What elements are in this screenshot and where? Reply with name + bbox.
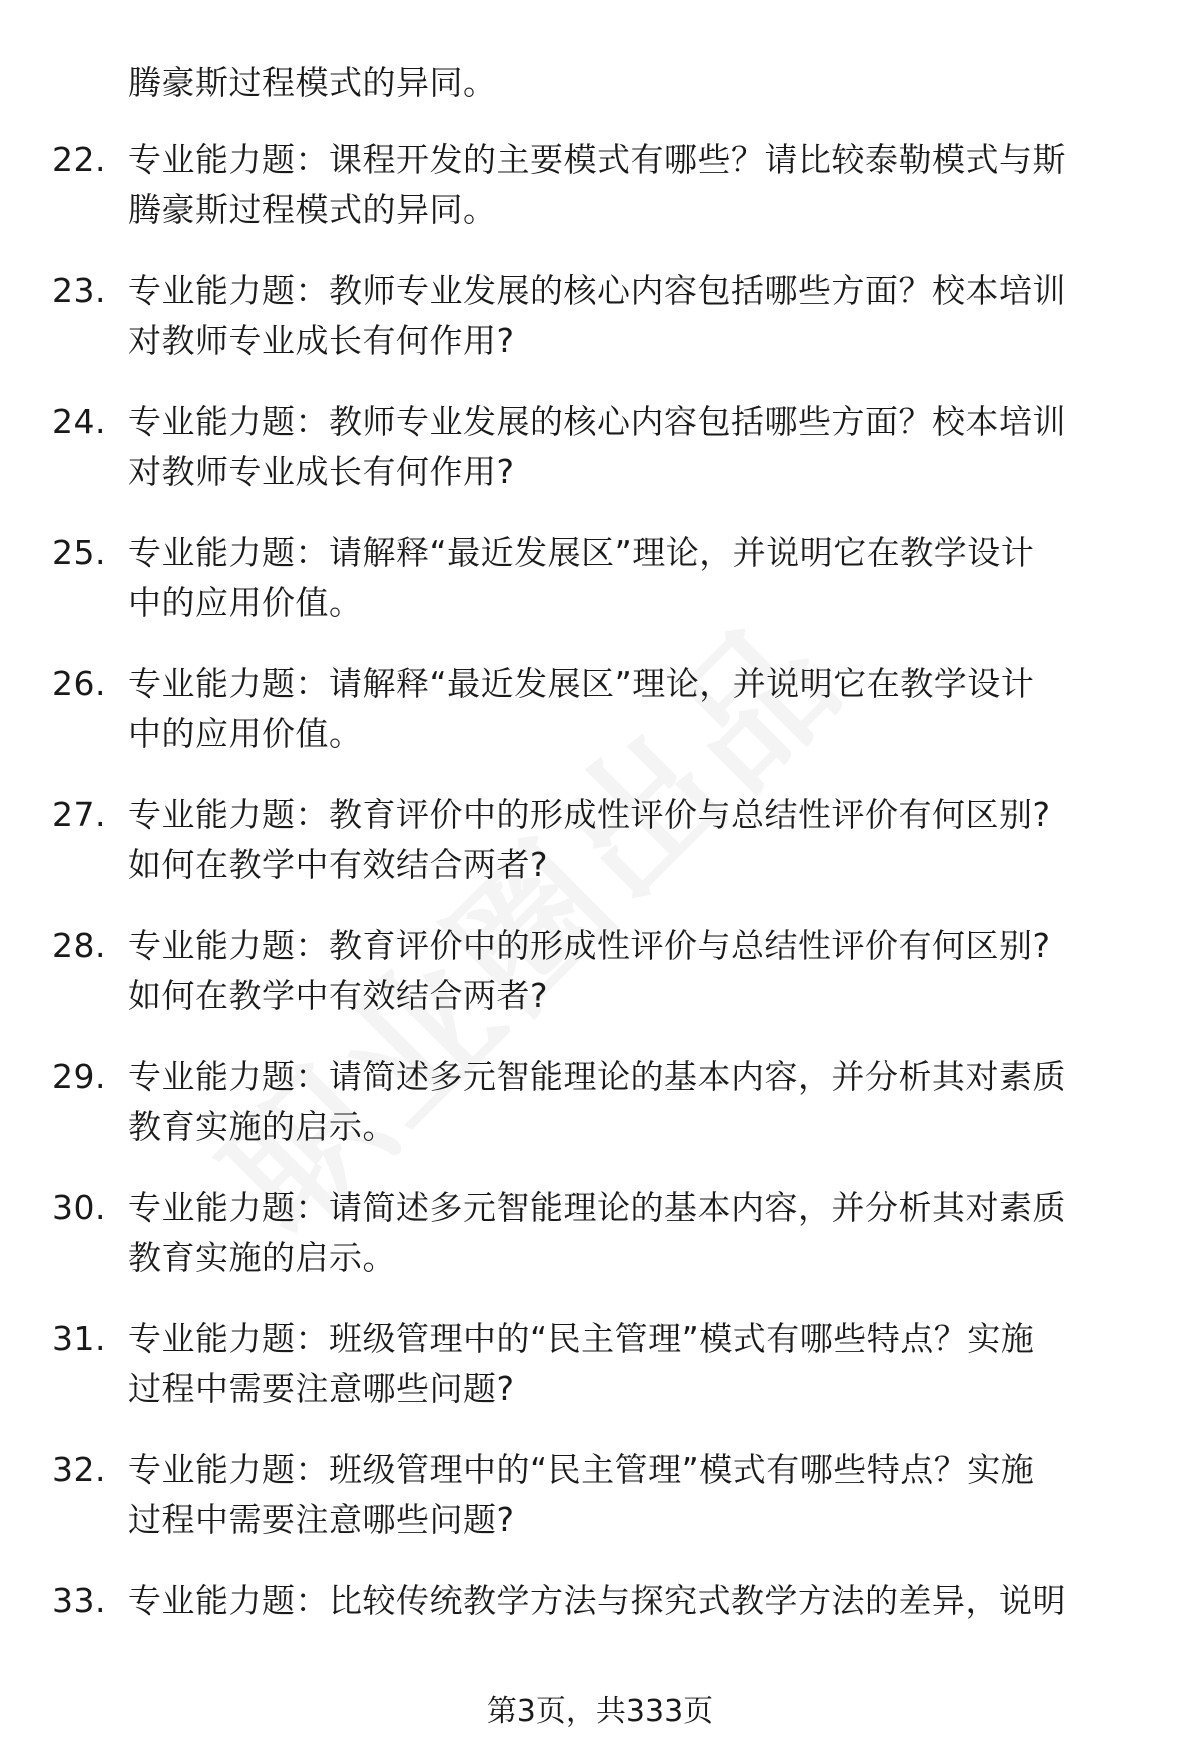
- question-line: 对教师专业成长有何作用?: [128, 452, 515, 491]
- question-line: 专业能力题：教师专业发展的核心内容包括哪些方面？校本培训: [128, 402, 1066, 441]
- list-item: [0, 1314, 1200, 1445]
- question-number: 29.: [52, 1057, 106, 1096]
- question-number: 32.: [52, 1450, 106, 1489]
- question-line: 中的应用价值。: [128, 714, 363, 753]
- question-number: 25.: [52, 533, 106, 572]
- question-line: 专业能力题：请简述多元智能理论的基本内容，并分析其对素质: [128, 1188, 1066, 1227]
- question-line: 专业能力题：教师专业发展的核心内容包括哪些方面？校本培训: [128, 271, 1066, 310]
- list-item: [0, 528, 1200, 659]
- question-text: [128, 135, 1148, 235]
- question-line: 如何在教学中有效结合两者?: [128, 845, 549, 884]
- list-item: [0, 659, 1200, 790]
- list-item: [0, 921, 1200, 1052]
- question-text: [128, 921, 1148, 1021]
- question-text: [128, 1576, 1148, 1626]
- question-list: [0, 135, 1200, 1707]
- list-item: [0, 1052, 1200, 1183]
- question-line: 过程中需要注意哪些问题?: [128, 1369, 515, 1408]
- list-item: [0, 1445, 1200, 1576]
- page-footer: 第3页，共333页: [486, 1694, 714, 1729]
- question-line: 教育实施的启示。: [128, 1238, 396, 1277]
- question-line: 专业能力题：请简述多元智能理论的基本内容，并分析其对素质: [128, 1057, 1066, 1096]
- list-item: [0, 135, 1200, 266]
- question-line: 过程中需要注意哪些问题?: [128, 1500, 515, 1539]
- question-number: 31.: [52, 1319, 106, 1358]
- question-line: 专业能力题：比较传统教学方法与探究式教学方法的差异，说明: [128, 1581, 1066, 1620]
- question-number: 33.: [52, 1581, 106, 1620]
- question-line: 专业能力题：班级管理中的“民主管理”模式有哪些特点？实施: [128, 1450, 1035, 1489]
- question-text: [128, 790, 1148, 890]
- question-line: 专业能力题：教育评价中的形成性评价与总结性评价有何区别?: [128, 926, 1051, 965]
- list-item: [0, 1183, 1200, 1314]
- question-text: [128, 1445, 1148, 1545]
- list-item: [0, 790, 1200, 921]
- continuation-text: 腾豪斯过程模式的异同。: [128, 63, 497, 102]
- list-item: [0, 397, 1200, 528]
- question-line: 专业能力题：请解释“最近发展区”理论，并说明它在教学设计: [128, 664, 1035, 703]
- question-text: [128, 397, 1148, 497]
- question-number: 27.: [52, 795, 106, 834]
- question-number: 23.: [52, 271, 106, 310]
- question-line: 专业能力题：班级管理中的“民主管理”模式有哪些特点？实施: [128, 1319, 1035, 1358]
- question-number: 28.: [52, 926, 106, 965]
- question-line: 如何在教学中有效结合两者?: [128, 976, 549, 1015]
- question-text: [128, 1314, 1148, 1414]
- question-text: [128, 528, 1148, 628]
- question-line: 专业能力题：课程开发的主要模式有哪些？请比较泰勒模式与斯: [128, 140, 1066, 179]
- question-number: 30.: [52, 1188, 106, 1227]
- question-line: 教育实施的启示。: [128, 1107, 396, 1146]
- question-line: 专业能力题：教育评价中的形成性评价与总结性评价有何区别?: [128, 795, 1051, 834]
- question-line: 专业能力题：请解释“最近发展区”理论，并说明它在教学设计: [128, 533, 1035, 572]
- question-text: [128, 1052, 1148, 1152]
- question-text: [128, 659, 1148, 759]
- question-text: [128, 266, 1148, 366]
- question-number: 26.: [52, 664, 106, 703]
- question-number: 24.: [52, 402, 106, 441]
- list-item: [0, 1576, 1200, 1707]
- question-line: 腾豪斯过程模式的异同。: [128, 190, 497, 229]
- question-text: [128, 1183, 1148, 1283]
- question-line: 对教师专业成长有何作用?: [128, 321, 515, 360]
- list-item: [0, 266, 1200, 397]
- question-number: 22.: [52, 140, 106, 179]
- question-line: 中的应用价值。: [128, 583, 363, 622]
